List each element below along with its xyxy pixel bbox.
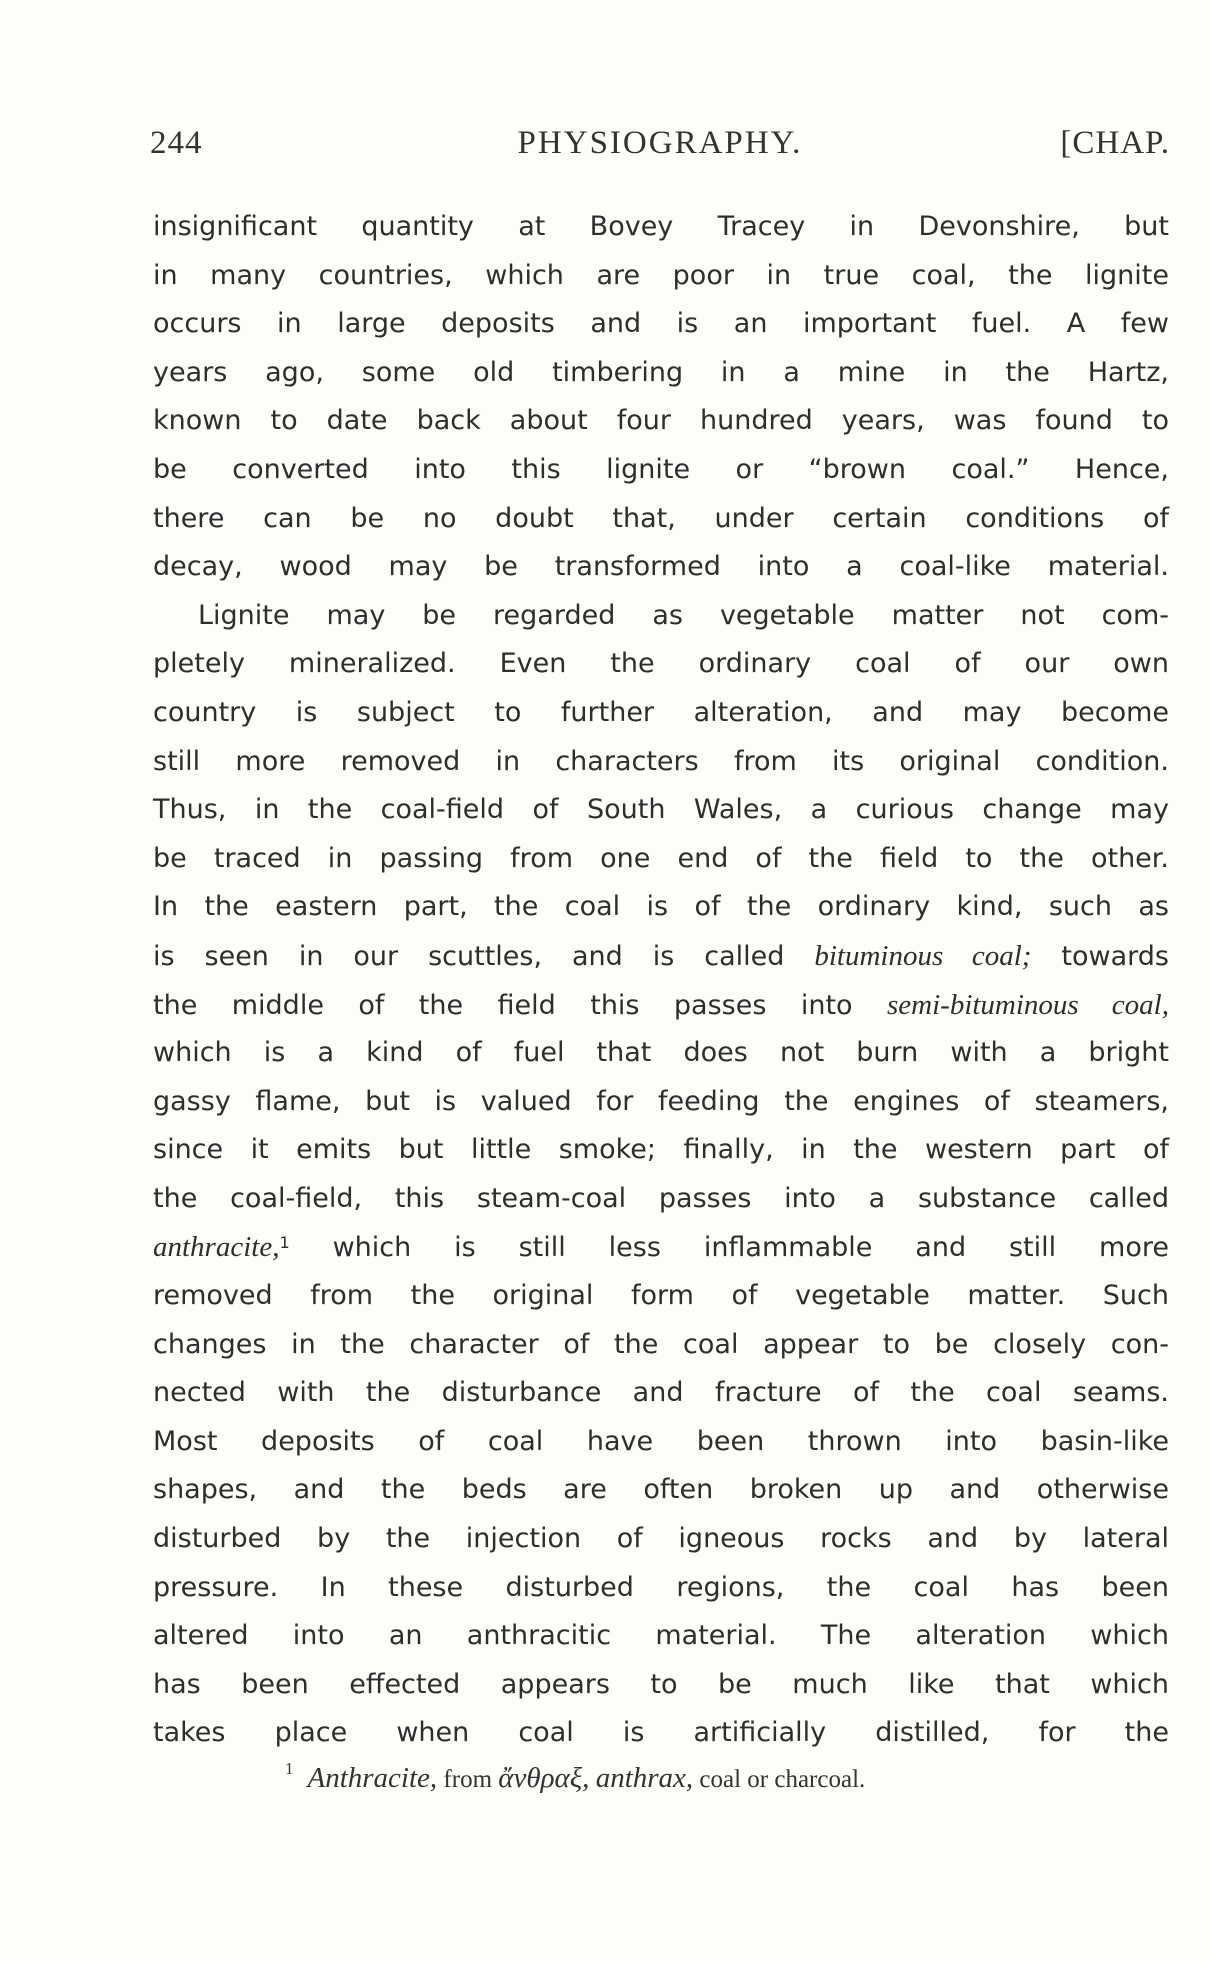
text-line: Lignite may be regarded as vegetable matter not com- — [198, 599, 1169, 631]
text-line: pressure. In these disturbed regions, the coal has been — [153, 1571, 1169, 1603]
body-text — [153, 203, 1169, 1758]
text-segment: the middle of the field this passes into — [153, 989, 853, 1021]
text-line: still more removed in characters from its original condition. — [153, 745, 1169, 777]
running-title: PHYSIOGRAPHY. — [517, 125, 803, 161]
text-line: nected with the disturbance and fracture of the coal seams. — [153, 1377, 1169, 1409]
text-line: be traced in passing from one end of the field to the other. — [153, 842, 1169, 874]
text-line — [153, 932, 1169, 981]
italic-term: semi-bituminous coal, — [887, 988, 1169, 1021]
text-line: disturbed by the injection of igneous rocks and by lateral — [153, 1523, 1169, 1555]
text-line: removed from the original form of vegetable matter. Such — [153, 1280, 1169, 1312]
text-line: the coal-field, this steam-coal passes into a substance called — [153, 1182, 1169, 1214]
footnote-text: from — [443, 1766, 493, 1793]
text-segment: towards — [1061, 940, 1169, 972]
text-line: has been effected appears to be much like that which — [153, 1668, 1169, 1700]
italic-term: bituminous coal; — [814, 939, 1032, 972]
footnote-reference: 1 — [279, 1233, 290, 1253]
footnote-translit: anthrax, — [595, 1762, 694, 1794]
text-line: known to date back about four hundred years, was found to — [153, 405, 1169, 437]
text-line: gassy flame, but is valued for feeding the engines of steamers, — [153, 1085, 1169, 1117]
text-line: In the eastern part, the coal is of the ordinary kind, such as — [153, 891, 1169, 923]
text-segment: is seen in our scuttles, and is called — [153, 940, 785, 972]
chapter-label: [CHAP. — [1060, 125, 1170, 161]
footnote — [285, 1759, 866, 1795]
footnote-greek: ἄνθραξ, — [498, 1762, 590, 1794]
footnote-term: Anthracite, — [307, 1762, 438, 1794]
text-line: changes in the character of the coal appear to be closely con- — [153, 1328, 1169, 1360]
text-line: years ago, some old timbering in a mine in the Hartz, — [153, 356, 1169, 388]
footnote-mark: 1 — [285, 1759, 294, 1778]
text-line: country is subject to further alteration, and may become — [153, 696, 1169, 728]
text-line: pletely mineralized. Even the ordinary coal of our own — [153, 648, 1169, 680]
page-header — [150, 125, 1170, 165]
page-number: 244 — [150, 125, 203, 161]
text-line: Thus, in the coal-field of South Wales, a curious change may — [153, 794, 1169, 826]
footnote-text: coal or charcoal. — [699, 1766, 866, 1793]
text-line: occurs in large deposits and is an important fuel. A few — [153, 308, 1169, 340]
text-line: Most deposits of coal have been thrown into basin-like — [153, 1425, 1169, 1457]
text-line: altered into an anthracitic material. The alteration which — [153, 1620, 1169, 1652]
text-line: which is a kind of fuel that does not burn with a bright — [153, 1037, 1169, 1069]
text-segment: which is still less inflammable and still more — [332, 1232, 1169, 1264]
text-line — [153, 981, 1169, 1030]
text-line: takes place when coal is artificially distilled, for the — [153, 1717, 1169, 1749]
text-line: since it emits but little smoke; finally, in the western part of — [153, 1134, 1169, 1166]
text-line: in many countries, which are poor in true coal, the lignite — [153, 259, 1169, 291]
text-line — [153, 1223, 1169, 1272]
text-line: decay, wood may be transformed into a coal-like material. — [153, 551, 1169, 583]
text-line: insignificant quantity at Bovey Tracey in Devonshire, but — [153, 211, 1169, 242]
text-line: shapes, and the beds are often broken up and otherwise — [153, 1474, 1169, 1506]
text-line: there can be no doubt that, under certain conditions of — [153, 502, 1169, 534]
italic-term: anthracite, — [153, 1231, 280, 1264]
text-line: be converted into this lignite or “brown coal.” Hence, — [153, 453, 1169, 485]
